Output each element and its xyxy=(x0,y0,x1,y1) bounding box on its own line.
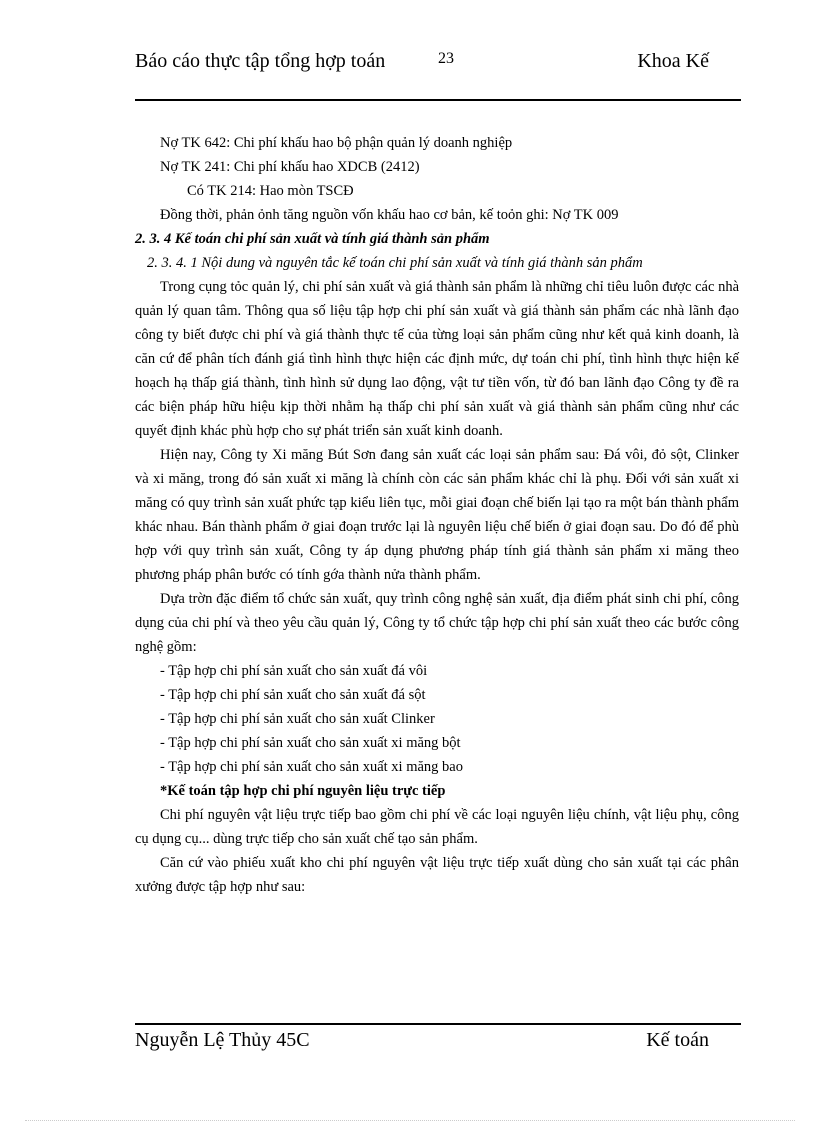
paragraph-2: Hiện nay, Công ty Xi măng Bút Sơn đang sản xuất các loại sản phẩm sau: Đá vôi, đỏ sột, Clinker và xi măng, trong đó sản xuất xi măng là chính còn các sản phẩm khác chỉ là phụ. Đối với sản xuất xi măng có quy trình sản xuất phức tạp kiểu liên tục, mỗi giai đoạn chế biến lại tạo ra một bán thành phẩm khác nhau. Bán thành phẩm ở giai đoạn trước lại là nguyên liệu chế biến ở giai đoạn sau. Do đó để phù hợp với quy trình sản xuất, Công ty áp dụng phương pháp tính giá thành sản phẩm xi măng theo phương pháp phân bước có tính gớa thành nửa thành phẩm. xyxy=(135,447,739,583)
page-body xyxy=(135,131,739,899)
entry-line-1: Nợ TK 642: Chi phí khấu hao bộ phận quản lý doanh nghiệp xyxy=(160,135,513,151)
paragraph-3: Dựa trờn đặc điểm tổ chức sản xuất, quy trình công nghệ sản xuất, địa điểm phát sinh chi phí, công dụng của chi phí và theo yêu cầu quản lý, Công ty tổ chức tập hợp chi phí sản xuất theo các bước công nghệ gồm: xyxy=(135,591,739,655)
paragraph-5: Căn cứ vào phiếu xuất kho chi phí nguyên vật liệu trực tiếp xuất dùng cho sản xuất tại các phân xưởng được tập hợp như sau: xyxy=(135,855,739,895)
footer-author: Nguyễn Lệ Thủy 45C xyxy=(135,1029,310,1051)
paragraph-1: Trong cụng tỏc quản lý, chi phí sản xuất và giá thành sản phẩm là những chỉ tiêu luôn được các nhà quản lý quan tâm. Thông qua số liệu tập hợp chi phí sản xuất và giá thành sản phẩm các nhà lãnh đạo công ty biết được chi phí và giá thành thực tế của từng loại sản phẩm cũng như kết quả kinh doanh, là căn cứ để phân tích đánh giá tình hình thực hiện các định mức, dự toán chi phí, tình hình thực hiện kế hoạch hạ thấp giá thành, tình hình sử dụng lao động, vật tư tiền vốn, từ đó ban lãnh đạo Công ty đề ra các biện pháp hữu hiệu kịp thời nhằm hạ thấp chi phí sản xuất và giá thành sản phẩm cũng như các quyết định khác phù hợp cho sự phát triển sản xuất kinh doanh. xyxy=(135,279,739,439)
entry-line-4: Đồng thời, phản ỏnh tăng nguồn vốn khấu hao cơ bản, kế toỏn ghi: Nợ TK 009 xyxy=(160,207,619,223)
header-rule xyxy=(135,99,741,101)
page-header xyxy=(135,48,741,100)
header-title: Báo cáo thực tập tổng hợp toán xyxy=(135,50,386,72)
header-department: Khoa Kế xyxy=(637,50,709,72)
bullet-item: - Tập hợp chi phí sản xuất cho sản xuất xi măng bột xyxy=(160,735,461,751)
entry-line-3: Có TK 214: Hao mòn TSCĐ xyxy=(187,183,354,199)
page-footer xyxy=(135,1027,741,1077)
subheading: *Kế toán tập hợp chi phí nguyên liệu trực tiếp xyxy=(160,783,446,799)
footer-rule xyxy=(135,1023,741,1025)
page-edge-divider xyxy=(25,1120,795,1121)
footer-department: Kế toán xyxy=(646,1029,709,1051)
section-heading: 2. 3. 4 Kế toán chi phí sản xuất và tính giá thành sản phẩm xyxy=(135,231,490,247)
page-number: 23 xyxy=(438,50,454,67)
bullet-item: - Tập hợp chi phí sản xuất cho sản xuất xi măng bao xyxy=(160,759,463,775)
entry-line-2: Nợ TK 241: Chi phí khấu hao XDCB (2412) xyxy=(160,159,420,175)
bullet-item: - Tập hợp chi phí sản xuất cho sản xuất đá sột xyxy=(160,687,426,703)
paragraph-4: Chi phí nguyên vật liệu trực tiếp bao gồm chi phí về các loại nguyên liệu chính, vật liệu phụ, công cụ dụng cụ... dùng trực tiếp cho sản xuất chế tạo sản phẩm. xyxy=(135,807,739,847)
bullet-item: - Tập hợp chi phí sản xuất cho sản xuất Clinker xyxy=(160,711,435,727)
subsection-heading: 2. 3. 4. 1 Nội dung và nguyên tắc kế toán chi phí sản xuất và tính giá thành sản phẩm xyxy=(147,255,643,271)
bullet-item: - Tập hợp chi phí sản xuất cho sản xuất đá vôi xyxy=(160,663,428,679)
